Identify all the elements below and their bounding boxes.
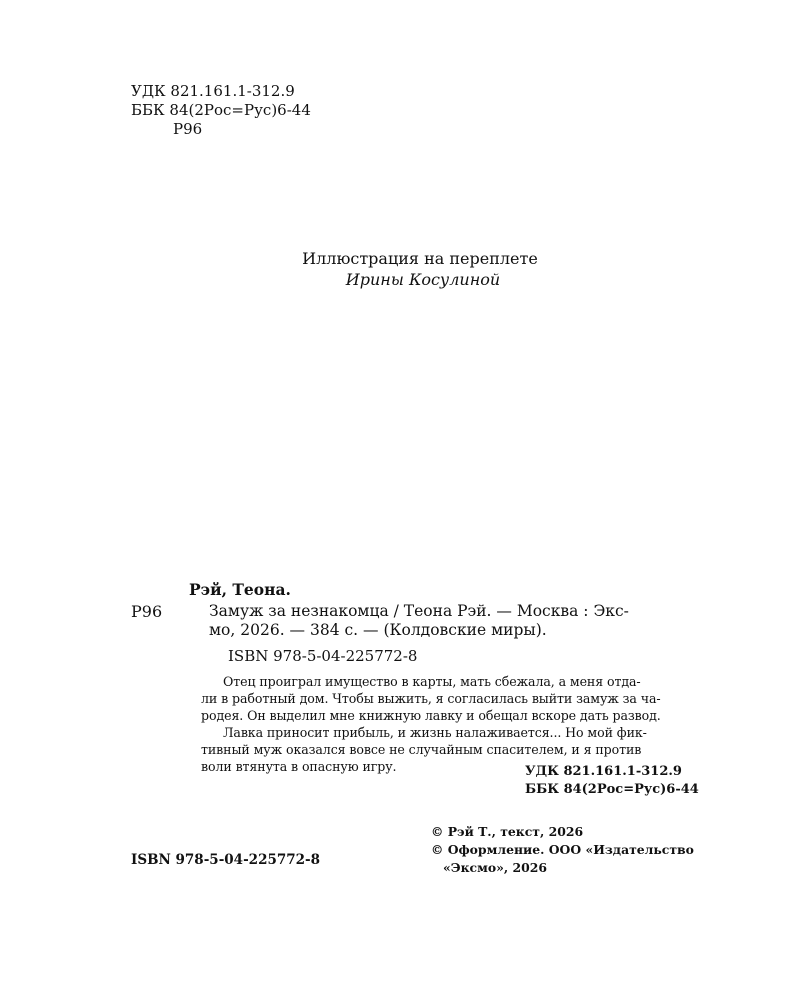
catalog-title-line: мо, 2026. — 384 с. — (Колдовские миры). xyxy=(209,621,547,639)
illustration-credit xyxy=(0,248,800,290)
annotation-line: воли втянута в опасную игру. xyxy=(201,759,397,774)
catalog-title-line: Замуж за незнакомца / Теона Рэй. — Москва : Экс- xyxy=(209,602,629,620)
annotation-line: тивный муж оказался вовсе не случайным спасителем, и я против xyxy=(201,742,642,757)
classification-codes-top xyxy=(131,82,311,139)
classification-codes-bottom xyxy=(525,763,699,799)
copyright-block xyxy=(431,823,694,877)
annotation-line: Лавка приносит прибыль, и жизнь налаживается... Но мой фик- xyxy=(223,725,647,740)
annotation xyxy=(201,673,713,775)
copyright-design-cont: «Эксмо», 2026 xyxy=(443,860,547,875)
copyright-design: © Оформление. ООО «Издательство xyxy=(431,842,694,857)
annotation-line: Отец проиграл имущество в карты, мать сбежала, а меня отда- xyxy=(223,674,641,689)
catalog-isbn: ISBN 978-5-04-225772-8 xyxy=(228,647,418,665)
udk-code: УДК 821.161.1-312.9 xyxy=(525,764,682,779)
catalog-author: Рэй, Теона. xyxy=(189,580,291,599)
illustration-credit-label: Иллюстрация на переплете xyxy=(302,249,538,268)
bbk-code: ББК 84(2Рос=Рус)6-44 xyxy=(131,101,311,119)
catalog-title xyxy=(209,602,713,640)
isbn-bottom: ISBN 978-5-04-225772-8 xyxy=(131,852,321,868)
udk-code: УДК 821.161.1-312.9 xyxy=(131,82,295,100)
illustrator-name: Ирины Косулиной xyxy=(345,270,501,289)
copyright-text: © Рэй Т., текст, 2026 xyxy=(431,824,584,839)
author-mark: Р96 xyxy=(173,120,203,138)
annotation-line: родея. Он выделил мне книжную лавку и обещал вскоре дать развод. xyxy=(201,708,661,723)
bbk-code: ББК 84(2Рос=Рус)6-44 xyxy=(525,782,699,797)
catalog-author-mark: Р96 xyxy=(131,602,163,621)
annotation-line: ли в работный дом. Чтобы выжить, я согласилась выйти замуж за ча- xyxy=(201,691,661,706)
